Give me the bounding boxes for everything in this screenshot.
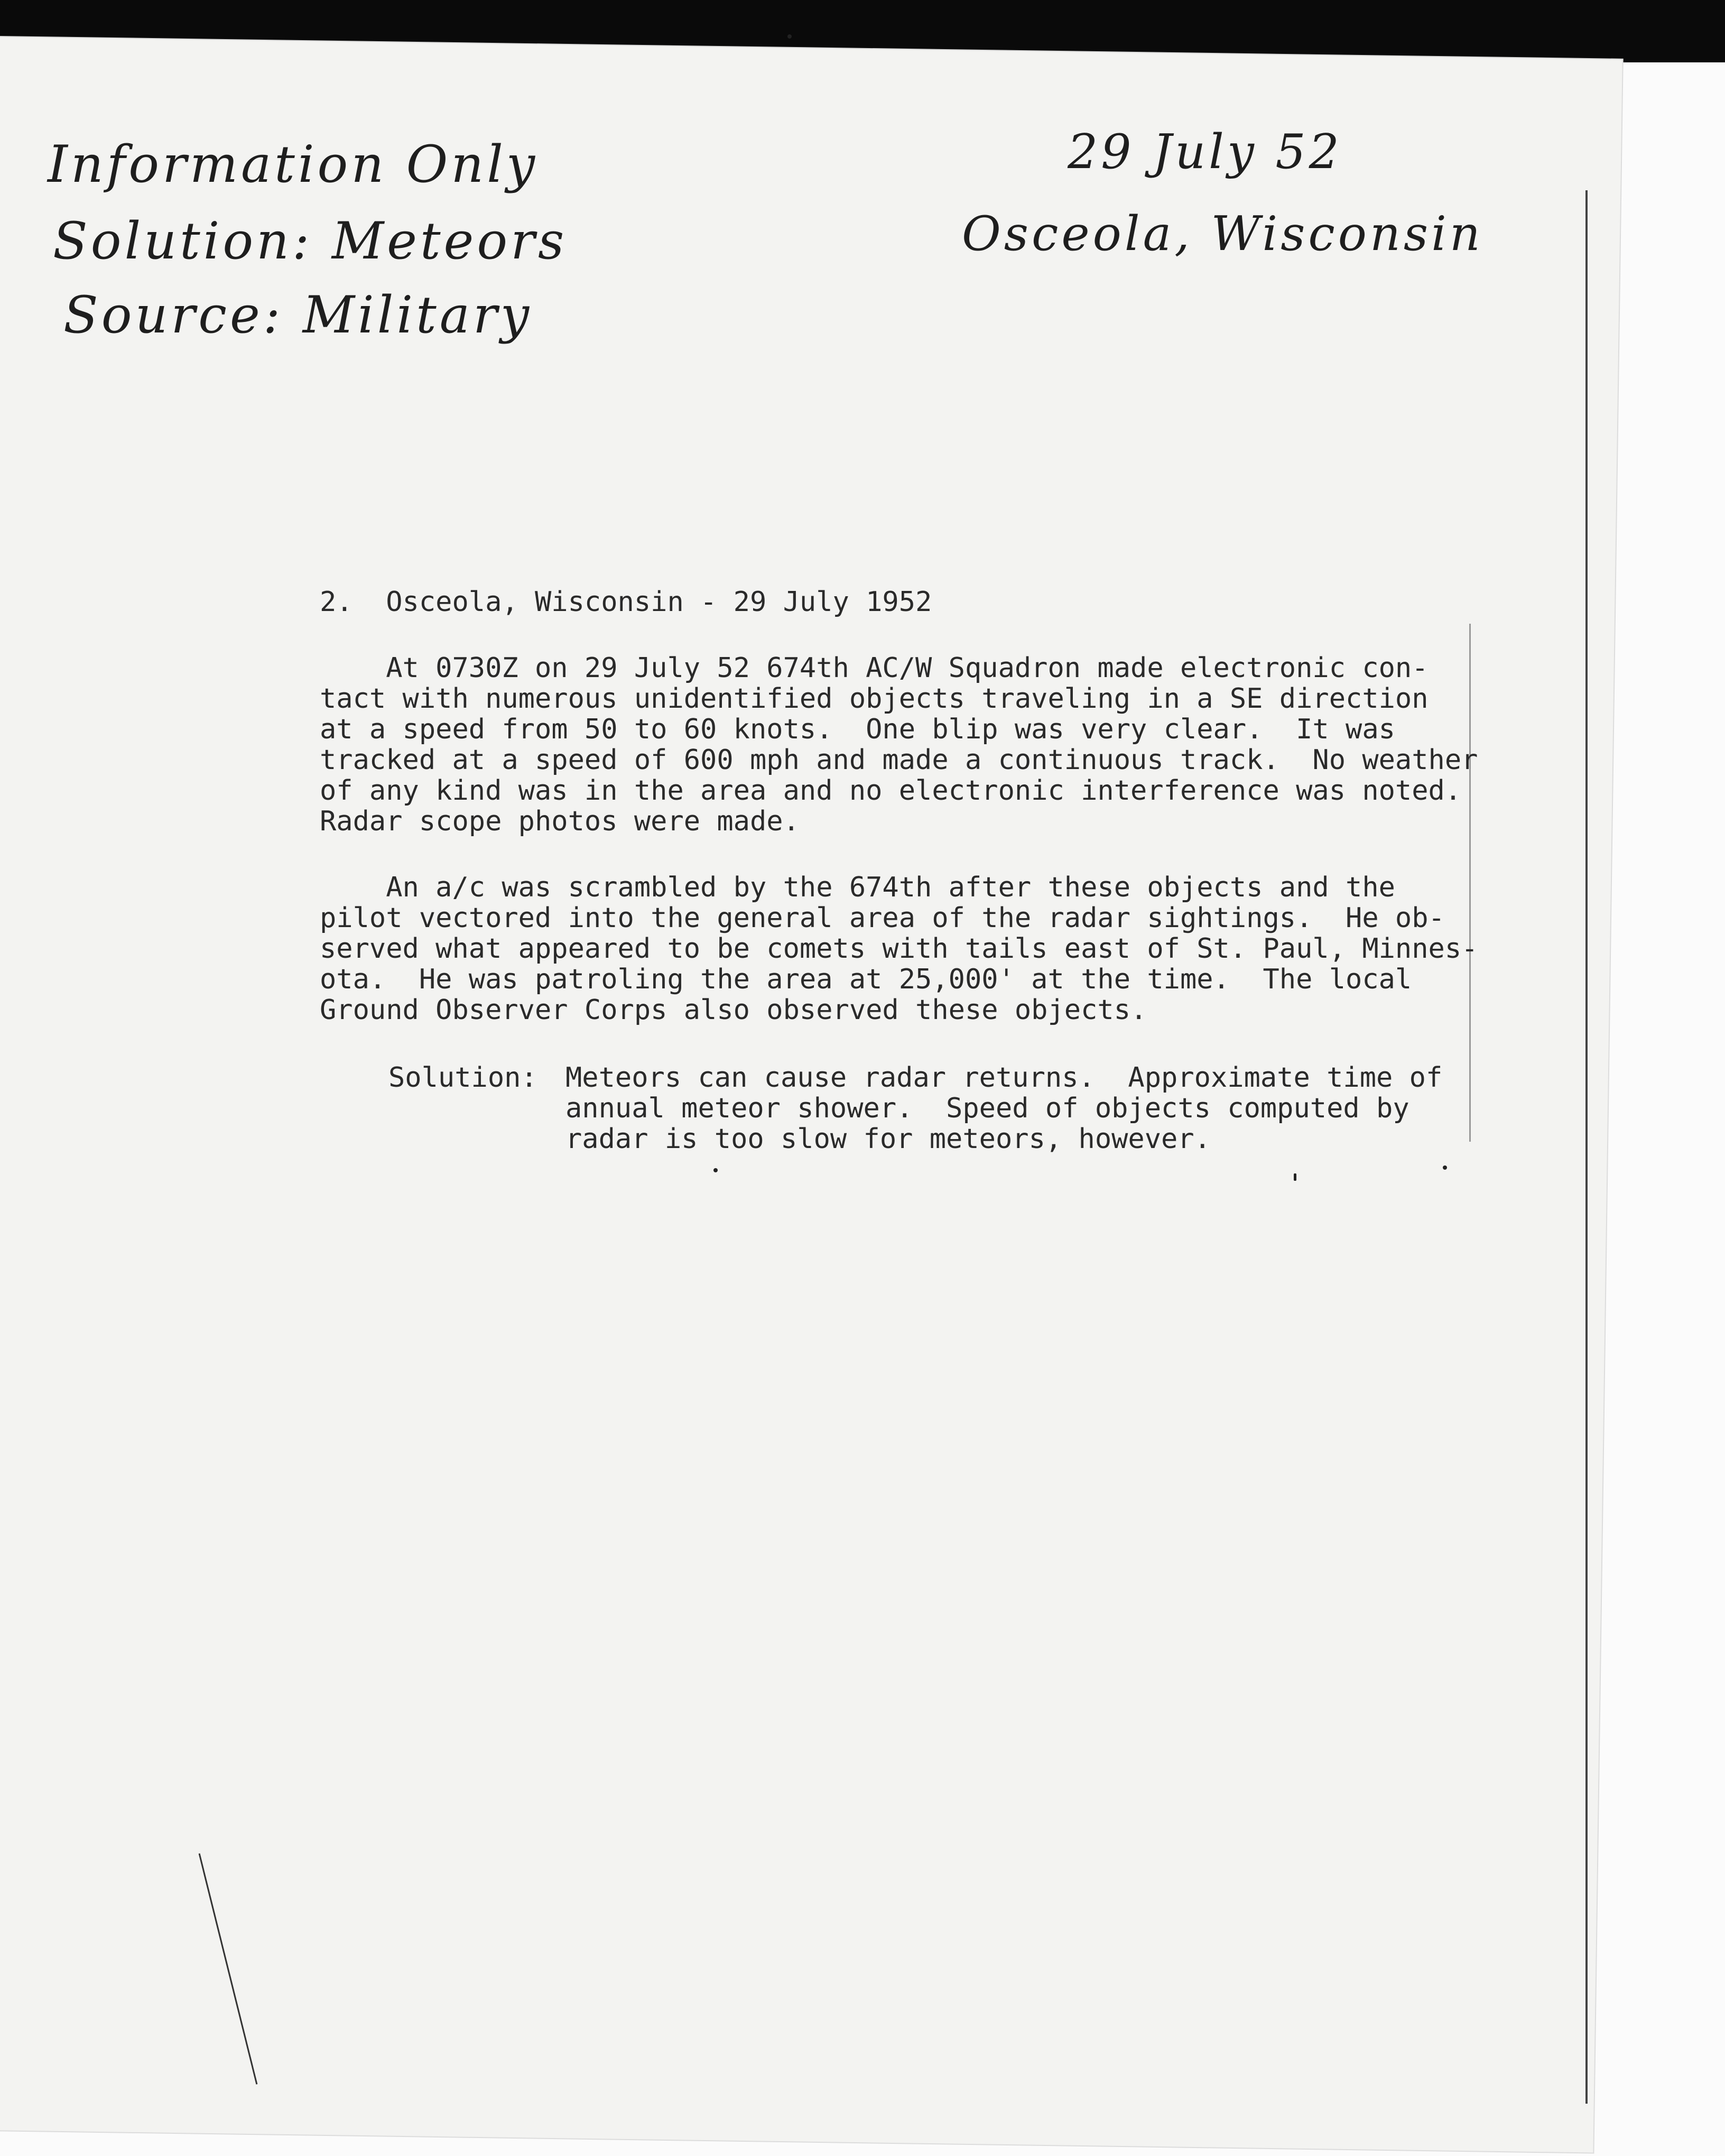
ink-speck bbox=[713, 1168, 718, 1172]
right-inner-rule bbox=[1469, 624, 1471, 1142]
handwritten-date: 29 July 52 bbox=[1068, 124, 1342, 180]
report-heading: 2. Osceola, Wisconsin - 29 July 1952 bbox=[320, 586, 932, 618]
handwritten-note-solution: Solution: Meteors bbox=[53, 211, 568, 271]
report-line: of any kind was in the area and no electronic interference was noted. bbox=[320, 775, 1462, 807]
solution-label: Solution: bbox=[388, 1062, 537, 1094]
solution-line: Meteors can cause radar returns. Approximate time of bbox=[565, 1062, 1443, 1094]
report-line: Ground Observer Corps also observed these objects. bbox=[320, 994, 1147, 1026]
report-line: An a/c was scrambled by the 674th after these objects and the bbox=[320, 872, 1395, 903]
report-line: ota. He was patroling the area at 25,000' at the time. The local bbox=[320, 964, 1412, 995]
report-line: served what appeared to be comets with tails east of St. Paul, Minnes- bbox=[320, 933, 1478, 965]
right-page-edge bbox=[1585, 190, 1588, 2104]
report-line: At 0730Z on 29 July 52 674th AC/W Squadron made electronic con- bbox=[320, 652, 1429, 684]
ink-speck bbox=[787, 34, 792, 39]
handwritten-location: Osceola, Wisconsin bbox=[962, 206, 1483, 262]
report-line: tact with numerous unidentified objects traveling in a SE direction bbox=[320, 683, 1429, 715]
report-line: Radar scope photos were made. bbox=[320, 806, 800, 837]
report-line: at a speed from 50 to 60 knots. One blip was very clear. It was bbox=[320, 714, 1395, 745]
report-line: pilot vectored into the general area of the radar sightings. He ob- bbox=[320, 902, 1445, 934]
handwritten-note-source: Source: Military bbox=[63, 285, 533, 345]
solution-line: annual meteor shower. Speed of objects computed by bbox=[565, 1093, 1409, 1124]
solution-line: radar is too slow for meteors, however. bbox=[565, 1123, 1211, 1155]
report-line: tracked at a speed of 600 mph and made a continuous track. No weather bbox=[320, 744, 1478, 776]
handwritten-note-info: Information Only bbox=[48, 135, 539, 194]
ink-speck bbox=[1294, 1173, 1296, 1181]
ink-speck bbox=[1443, 1165, 1447, 1170]
